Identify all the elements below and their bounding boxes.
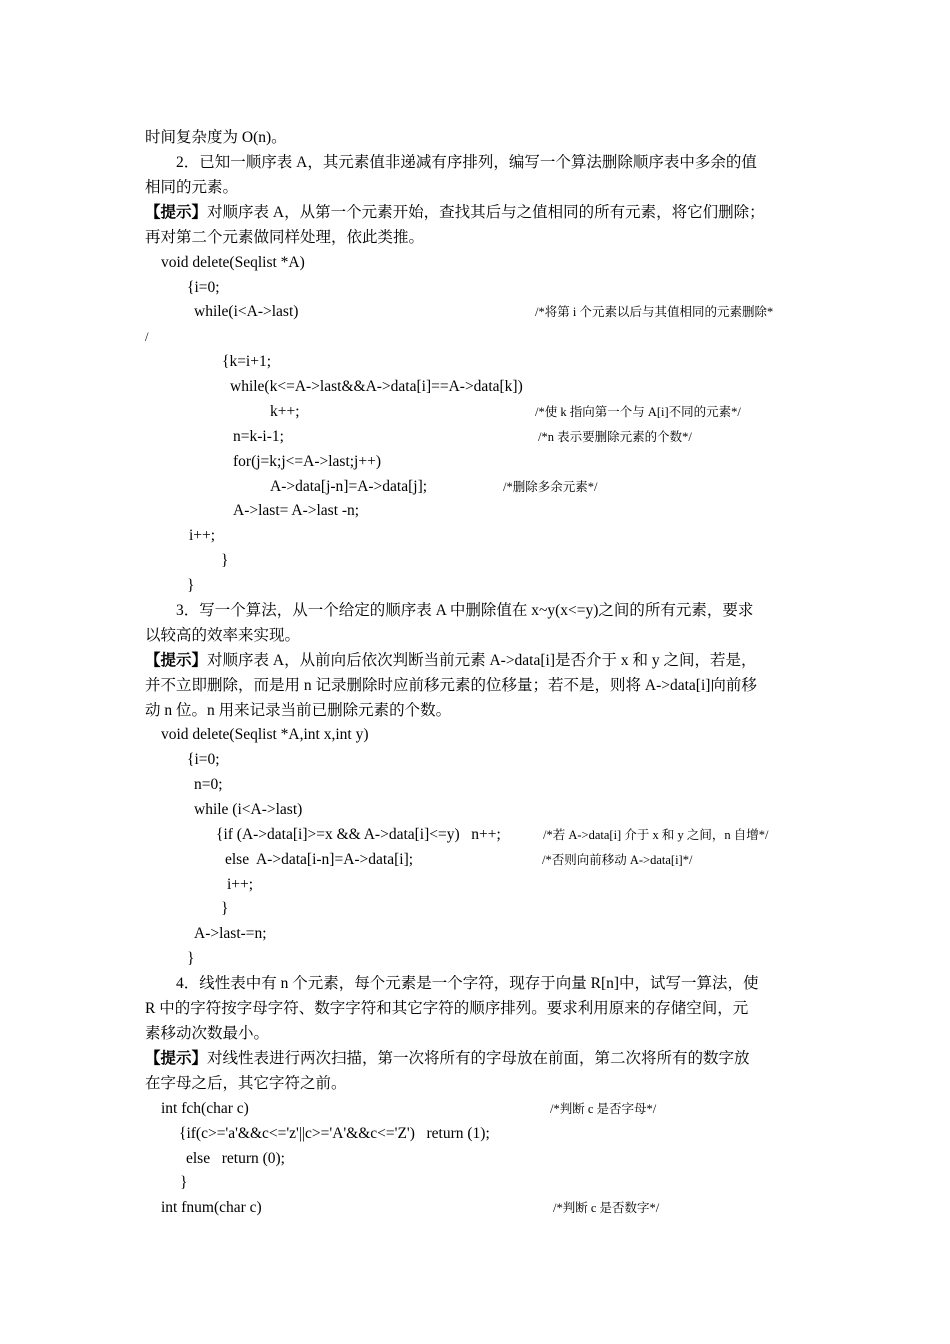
code-line: {k=i+1;: [222, 353, 272, 370]
code-line: i++;: [189, 527, 216, 544]
hint-text: 对线性表进行两次扫描，第一次将所有的字母放在前面，第二次将所有的数字放: [207, 1050, 750, 1067]
hint-tag: 【提示】: [145, 204, 208, 221]
code-comment: /*判断 c 是否数字*/: [553, 1201, 660, 1215]
code-comment: /*删除多余元素*/: [503, 480, 598, 494]
question-3-hint: [145, 651, 757, 671]
question-4-title-cont: 素移动次数最小。: [145, 1025, 270, 1042]
code-line: {if (A->data[i]>=x && A->data[i]<=y) n++;: [216, 826, 501, 843]
code-line: int fnum(char c): [161, 1199, 262, 1216]
code-line: A->last= A->last -n;: [233, 502, 360, 519]
code-line: {i=0;: [187, 279, 220, 296]
code-line: A->last-=n;: [194, 925, 267, 942]
question-3-title: 3．写一个算法，从一个给定的顺序表 A 中删除值在 x~y(x<=y)之间的所有元素，要求: [176, 602, 754, 619]
code-line: i++;: [227, 876, 254, 893]
code-line: else A->data[i-n]=A->data[i];: [225, 851, 414, 868]
code-comment: /*否则向前移动 A->data[i]*/: [542, 853, 693, 867]
code-comment: /*将第 i 个元素以后与其值相同的元素删除*: [535, 305, 774, 319]
code-comment: /*使 k 指向第一个与 A[i]不同的元素*/: [535, 405, 741, 419]
code-line: n=0;: [194, 776, 223, 793]
code-line: }: [221, 552, 229, 569]
hint-tag: 【提示】: [145, 652, 208, 669]
question-3-title-cont: 以较高的效率来实现。: [145, 627, 301, 644]
code-line: }: [187, 577, 195, 594]
question-4-title-cont: R 中的字符按字母字符、数字字符和其它字符的顺序排列。要求利用原来的存储空间，元: [145, 1000, 749, 1017]
code-line: void delete(Seqlist *A): [161, 254, 305, 271]
question-2-title-cont: 相同的元素。: [145, 179, 239, 196]
question-3-hint-cont: 动 n 位。n 用来记录当前已删除元素的个数。: [145, 702, 452, 719]
code-line: while(i<A->last): [194, 303, 299, 320]
hint-tag: 【提示】: [145, 1050, 208, 1067]
code-line: void delete(Seqlist *A,int x,int y): [161, 726, 369, 743]
code-line: A->data[j-n]=A->data[j];: [270, 478, 428, 495]
code-line: }: [180, 1174, 188, 1191]
question-3-hint-cont: 并不立即删除，而是用 n 记录删除时应前移元素的位移量；若不是，则将 A->data[i]向前移: [145, 677, 757, 694]
code-comment: /*若 A->data[i] 介于 x 和 y 之间，n 自增*/: [543, 828, 769, 842]
question-2-title: 2．已知一顺序表 A，其元素值非递减有序排列，编写一个算法删除顺序表中多余的值: [176, 154, 757, 171]
code-comment: /*n 表示要删除元素的个数*/: [538, 430, 692, 444]
text-line: 时间复杂度为 O(n)。: [145, 129, 287, 146]
code-comment: /*判断 c 是否字母*/: [550, 1102, 657, 1116]
code-line: k++;: [270, 403, 300, 420]
question-2-hint: [145, 203, 765, 223]
question-4-hint: [145, 1049, 750, 1069]
question-2-hint-cont: 再对第二个元素做同样处理，依此类推。: [145, 229, 425, 246]
code-line: }: [187, 950, 195, 967]
code-line: while (i<A->last): [194, 801, 303, 818]
code-line: while(k<=A->last&&A->data[i]==A->data[k]): [230, 378, 523, 395]
code-comment: /: [145, 330, 149, 344]
code-line: n=k-i-1;: [233, 428, 284, 445]
hint-text: 对顺序表 A，从第一个元素开始，查找其后与之值相同的所有元素，将它们删除；: [207, 204, 765, 221]
code-line: else return (0);: [186, 1150, 285, 1167]
code-line: {i=0;: [187, 751, 220, 768]
question-4-title: 4．线性表中有 n 个元素，每个元素是一个字符，现存于向量 R[n]中，试写一算法，使: [176, 975, 759, 992]
code-line: }: [221, 900, 229, 917]
question-4-hint-cont: 在字母之后，其它字符之前。: [145, 1075, 347, 1092]
code-line: int fch(char c): [161, 1100, 249, 1117]
code-line: for(j=k;j<=A->last;j++): [233, 453, 382, 470]
hint-text: 对顺序表 A，从前向后依次判断当前元素 A->data[i]是否介于 x 和 y 之间，若是，: [207, 652, 757, 669]
code-line: {if(c>='a'&&c<='z'||c>='A'&&c<='Z') return (1);: [179, 1125, 490, 1142]
